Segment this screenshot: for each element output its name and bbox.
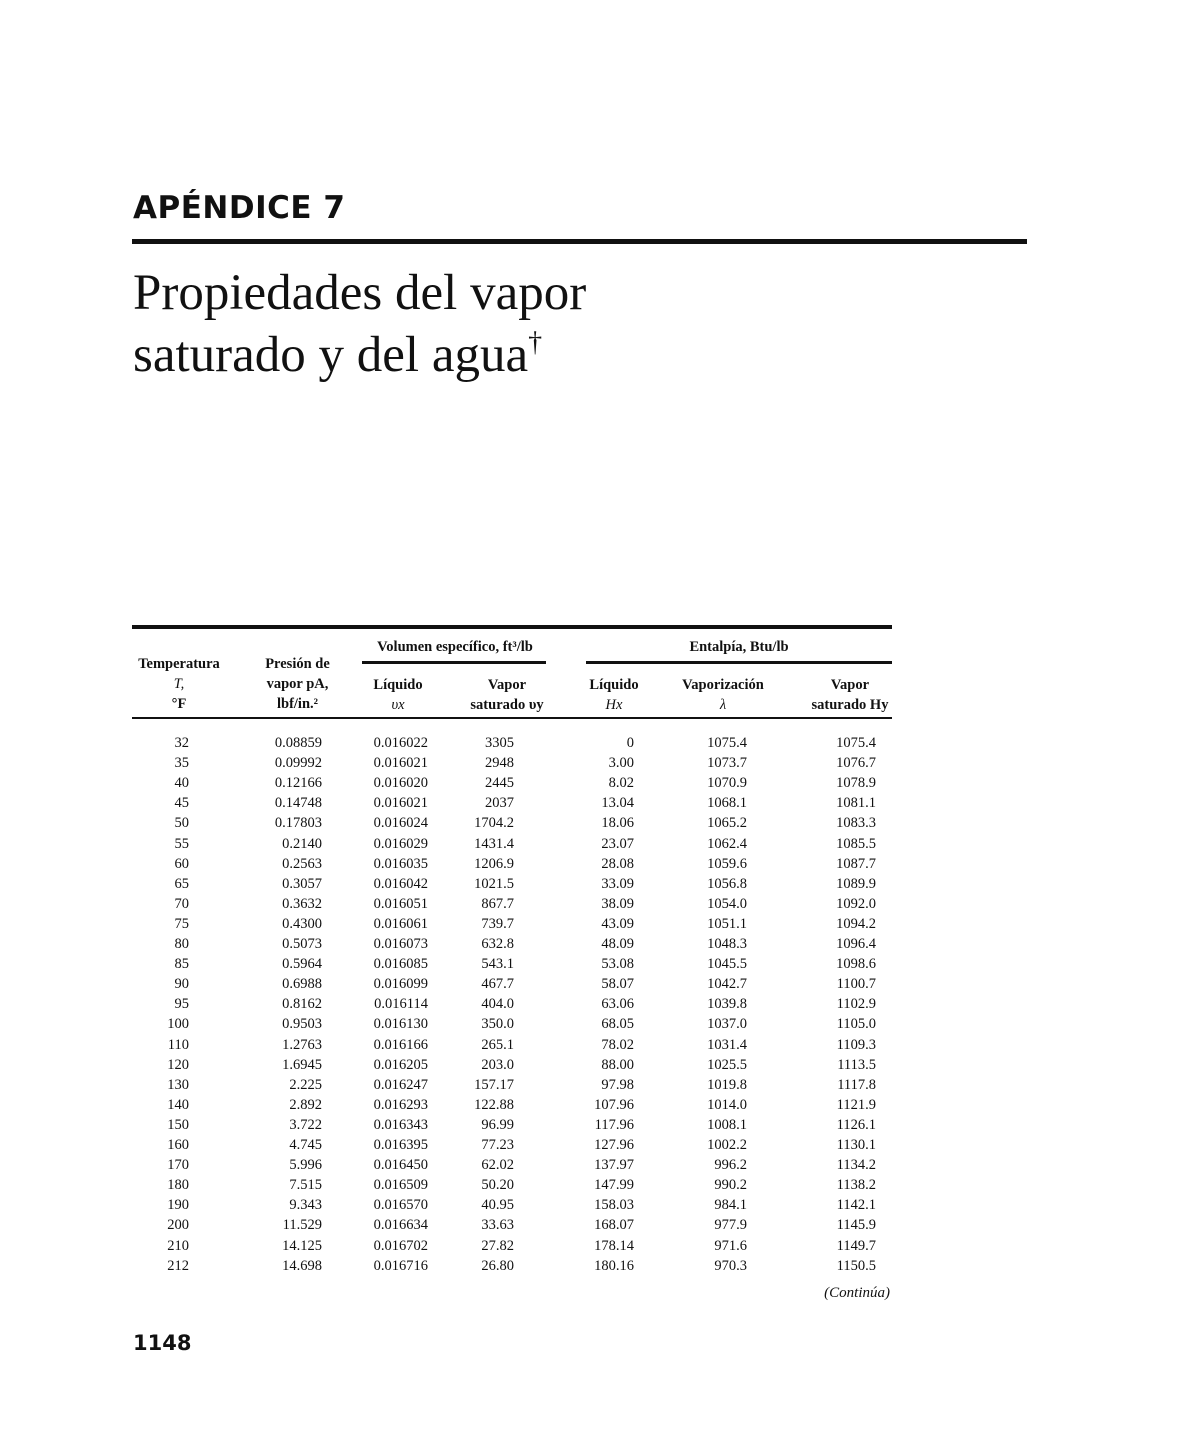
cell-vaporization: 1039.8 xyxy=(707,996,747,1013)
cell-vapor-volume: 2037 xyxy=(485,795,514,812)
cell-vapor-enthalpy: 1126.1 xyxy=(836,1116,876,1133)
cell-liquid-volume: 0.016166 xyxy=(373,1036,428,1053)
cell-vapor-pressure: 0.4300 xyxy=(282,915,322,932)
cell-liquid-volume: 0.016130 xyxy=(373,1016,428,1033)
cell-temperature: 140 xyxy=(167,1096,189,1113)
cell-liquid-enthalpy: 117.96 xyxy=(594,1116,634,1133)
cell-vapor-enthalpy: 1094.2 xyxy=(836,915,876,932)
continued-note: (Continúa) xyxy=(824,1285,890,1301)
cell-vapor-volume: 96.99 xyxy=(481,1116,514,1133)
cell-vapor-enthalpy: 1092.0 xyxy=(836,895,876,912)
cell-vaporization: 1062.4 xyxy=(707,835,747,852)
cell-temperature: 130 xyxy=(167,1076,189,1093)
cell-vapor-enthalpy: 1098.6 xyxy=(836,956,876,973)
cell-liquid-enthalpy: 178.14 xyxy=(594,1237,634,1254)
cell-temperature: 65 xyxy=(174,875,189,892)
page-title xyxy=(133,262,586,386)
cell-vapor-pressure: 2.892 xyxy=(289,1096,322,1113)
cell-vapor-volume: 2445 xyxy=(485,775,514,792)
cell-vapor-volume: 122.88 xyxy=(474,1096,514,1113)
cell-liquid-volume: 0.016395 xyxy=(373,1137,428,1153)
cell-vaporization: 1014.0 xyxy=(707,1096,747,1113)
cell-liquid-enthalpy: 23.07 xyxy=(601,835,634,852)
cell-liquid-enthalpy: 88.00 xyxy=(601,1056,634,1073)
cell-vaporization: 971.6 xyxy=(714,1237,747,1254)
cell-vapor-pressure: 14.698 xyxy=(282,1257,322,1274)
cell-vapor-pressure: 0.5964 xyxy=(282,956,322,973)
cell-vapor-volume: 867.7 xyxy=(481,895,514,912)
col-header-vaporization: Vaporización λ xyxy=(682,677,764,713)
cell-vapor-volume: 27.82 xyxy=(481,1237,514,1254)
cell-liquid-volume: 0.016634 xyxy=(373,1217,428,1234)
group-header-enthalpy: Entalpía, Btu/lb xyxy=(689,639,789,655)
cell-liquid-volume: 0.016022 xyxy=(373,735,428,751)
group-header-specific-volume: Volumen específico, ft³/lb xyxy=(377,639,533,655)
cell-vapor-pressure: 3.722 xyxy=(289,1116,322,1133)
cell-vapor-volume: 350.0 xyxy=(481,1016,514,1033)
cell-temperature: 35 xyxy=(174,755,189,772)
group-rule-enthalpy xyxy=(586,661,892,664)
cell-vapor-enthalpy: 1150.5 xyxy=(836,1257,876,1274)
cell-vapor-volume: 1206.9 xyxy=(474,855,514,872)
cell-vapor-pressure: 0.2140 xyxy=(282,835,322,852)
cell-vaporization: 1054.0 xyxy=(707,895,747,912)
cell-vapor-enthalpy: 1087.7 xyxy=(836,855,876,872)
cell-liquid-enthalpy: 58.07 xyxy=(601,976,634,993)
group-rule-specific-volume xyxy=(362,661,546,664)
cell-temperature: 85 xyxy=(174,956,189,973)
title-line-2: saturado y del agua xyxy=(133,327,529,383)
cell-liquid-enthalpy: 97.98 xyxy=(601,1076,634,1093)
cell-vapor-volume: 2948 xyxy=(485,755,514,772)
cell-liquid-volume: 0.016021 xyxy=(373,795,428,812)
cell-liquid-enthalpy: 18.06 xyxy=(601,815,634,832)
cell-vaporization: 1045.5 xyxy=(707,956,747,973)
cell-temperature: 55 xyxy=(174,835,189,852)
cell-liquid-enthalpy: 33.09 xyxy=(601,875,634,892)
cell-vaporization: 1048.3 xyxy=(707,936,747,952)
cell-temperature: 40 xyxy=(174,775,189,792)
cell-liquid-volume: 0.016085 xyxy=(373,956,428,973)
cell-vapor-enthalpy: 1142.1 xyxy=(836,1197,876,1214)
cell-temperature: 70 xyxy=(174,895,189,912)
cell-vapor-pressure: 0.8162 xyxy=(282,996,322,1013)
cell-temperature: 200 xyxy=(167,1217,189,1234)
cell-vaporization: 1019.8 xyxy=(707,1076,747,1093)
cell-liquid-enthalpy: 43.09 xyxy=(601,915,634,932)
cell-vaporization: 1042.7 xyxy=(707,976,747,993)
cell-vapor-enthalpy: 1130.1 xyxy=(836,1137,876,1153)
cell-vaporization: 1025.5 xyxy=(707,1056,747,1073)
cell-vaporization: 1065.2 xyxy=(707,815,747,832)
cell-liquid-volume: 0.016293 xyxy=(373,1096,428,1113)
cell-vaporization: 990.2 xyxy=(714,1177,747,1194)
cell-liquid-volume: 0.016024 xyxy=(373,815,428,832)
cell-vapor-pressure: 2.225 xyxy=(289,1076,322,1093)
appendix-label: APÉNDICE 7 xyxy=(133,190,346,226)
cell-temperature: 100 xyxy=(167,1016,189,1033)
cell-vapor-pressure: 0.6988 xyxy=(282,976,322,993)
cell-liquid-enthalpy: 8.02 xyxy=(608,775,634,792)
cell-vapor-enthalpy: 1109.3 xyxy=(836,1036,876,1053)
cell-vapor-pressure: 0.5073 xyxy=(282,936,322,952)
cell-vapor-pressure: 0.17803 xyxy=(274,815,322,832)
cell-temperature: 190 xyxy=(167,1197,189,1214)
cell-vapor-enthalpy: 1100.7 xyxy=(836,976,876,993)
cell-temperature: 45 xyxy=(174,795,189,812)
cell-vapor-enthalpy: 1117.8 xyxy=(837,1076,876,1093)
cell-liquid-volume: 0.016051 xyxy=(373,895,428,912)
cell-temperature: 212 xyxy=(167,1257,189,1274)
cell-vapor-volume: 40.95 xyxy=(481,1197,514,1214)
cell-liquid-volume: 0.016570 xyxy=(373,1197,428,1214)
cell-vapor-volume: 404.0 xyxy=(481,996,514,1013)
cell-vapor-enthalpy: 1076.7 xyxy=(836,755,876,772)
cell-temperature: 170 xyxy=(167,1157,189,1174)
cell-vapor-volume: 50.20 xyxy=(481,1177,514,1194)
cell-vapor-volume: 1704.2 xyxy=(474,815,514,832)
cell-vaporization: 1068.1 xyxy=(707,795,747,812)
cell-liquid-volume: 0.016061 xyxy=(373,915,428,932)
cell-vapor-enthalpy: 1105.0 xyxy=(836,1016,876,1033)
cell-liquid-enthalpy: 38.09 xyxy=(601,895,634,912)
cell-vapor-pressure: 0.09992 xyxy=(274,755,322,772)
cell-liquid-volume: 0.016509 xyxy=(373,1177,428,1194)
cell-liquid-volume: 0.016114 xyxy=(374,996,428,1013)
cell-vapor-pressure: 1.6945 xyxy=(282,1056,322,1073)
cell-liquid-enthalpy: 63.06 xyxy=(601,996,634,1013)
cell-liquid-enthalpy: 0 xyxy=(626,735,634,751)
header-bottom-rule xyxy=(132,717,892,719)
cell-vapor-enthalpy: 1083.3 xyxy=(836,815,876,832)
cell-vapor-volume: 265.1 xyxy=(481,1036,514,1053)
cell-liquid-enthalpy: 68.05 xyxy=(601,1016,634,1033)
cell-vapor-pressure: 0.12166 xyxy=(274,775,322,792)
cell-liquid-enthalpy: 168.07 xyxy=(594,1217,634,1234)
cell-vapor-pressure: 14.125 xyxy=(282,1237,322,1254)
cell-liquid-enthalpy: 78.02 xyxy=(601,1036,634,1053)
cell-liquid-volume: 0.016450 xyxy=(373,1157,428,1174)
cell-vaporization: 1059.6 xyxy=(707,855,747,872)
cell-vapor-volume: 203.0 xyxy=(481,1056,514,1073)
cell-liquid-volume: 0.016042 xyxy=(373,875,428,892)
page-number: 1148 xyxy=(133,1331,192,1355)
cell-vapor-pressure: 0.2563 xyxy=(282,855,322,872)
cell-liquid-enthalpy: 180.16 xyxy=(594,1257,634,1274)
cell-liquid-volume: 0.016702 xyxy=(373,1237,428,1254)
cell-temperature: 75 xyxy=(174,915,189,932)
cell-liquid-enthalpy: 147.99 xyxy=(594,1177,634,1194)
col-header-liquid-enthalpy: Líquido Hx xyxy=(589,677,639,713)
cell-vapor-pressure: 1.2763 xyxy=(282,1036,322,1053)
cell-vapor-volume: 543.1 xyxy=(481,956,514,973)
cell-liquid-volume: 0.016035 xyxy=(373,855,428,872)
heavy-rule xyxy=(132,239,1027,244)
cell-vapor-volume: 3305 xyxy=(485,735,514,751)
col-header-liquid-volume: Líquido υx xyxy=(373,677,423,713)
cell-vapor-pressure: 9.343 xyxy=(289,1197,322,1214)
cell-vaporization: 1002.2 xyxy=(707,1137,747,1153)
cell-vapor-enthalpy: 1078.9 xyxy=(836,775,876,792)
cell-vapor-pressure: 0.14748 xyxy=(274,795,322,812)
cell-temperature: 110 xyxy=(167,1036,189,1053)
cell-vapor-volume: 62.02 xyxy=(481,1157,514,1174)
cell-vapor-enthalpy: 1081.1 xyxy=(836,795,876,812)
cell-vapor-volume: 26.80 xyxy=(481,1257,514,1274)
cell-temperature: 60 xyxy=(174,855,189,872)
cell-vapor-pressure: 4.745 xyxy=(289,1137,322,1153)
col-header-vapor-enthalpy: Vapor saturado Hy xyxy=(811,677,889,713)
cell-liquid-volume: 0.016716 xyxy=(373,1257,428,1274)
cell-temperature: 95 xyxy=(174,996,189,1013)
cell-liquid-enthalpy: 137.97 xyxy=(594,1157,634,1174)
cell-liquid-volume: 0.016247 xyxy=(373,1076,428,1093)
cell-vapor-enthalpy: 1089.9 xyxy=(836,875,876,892)
cell-liquid-enthalpy: 107.96 xyxy=(594,1096,634,1113)
cell-vapor-enthalpy: 1134.2 xyxy=(836,1157,876,1174)
cell-vapor-pressure: 0.9503 xyxy=(282,1016,322,1033)
cell-temperature: 210 xyxy=(167,1237,189,1254)
cell-vapor-pressure: 0.3057 xyxy=(282,875,322,892)
title-line-1: Propiedades del vapor xyxy=(133,265,587,321)
cell-liquid-enthalpy: 127.96 xyxy=(594,1137,634,1153)
cell-temperature: 90 xyxy=(174,976,189,993)
cell-vaporization: 1008.1 xyxy=(707,1116,747,1133)
cell-vapor-volume: 467.7 xyxy=(481,976,514,993)
cell-vapor-enthalpy: 1121.9 xyxy=(836,1096,876,1113)
cell-vapor-enthalpy: 1102.9 xyxy=(836,996,876,1013)
cell-temperature: 180 xyxy=(167,1177,189,1194)
cell-vapor-volume: 77.23 xyxy=(481,1137,514,1153)
cell-vaporization: 1031.4 xyxy=(707,1036,747,1053)
cell-vapor-enthalpy: 1113.5 xyxy=(837,1056,876,1073)
cell-liquid-volume: 0.016020 xyxy=(373,775,428,792)
col-header-vapor-volume: Vapor saturado υy xyxy=(470,677,544,713)
cell-vapor-volume: 632.8 xyxy=(481,936,514,952)
cell-liquid-enthalpy: 13.04 xyxy=(601,795,634,812)
cell-liquid-volume: 0.016073 xyxy=(373,936,428,952)
col-header-temperature: Temperatura T, °F xyxy=(138,656,220,712)
cell-temperature: 120 xyxy=(167,1056,189,1073)
cell-vaporization: 1075.4 xyxy=(707,735,747,751)
cell-liquid-enthalpy: 48.09 xyxy=(601,936,634,952)
cell-vaporization: 1073.7 xyxy=(707,755,747,772)
cell-vaporization: 970.3 xyxy=(714,1257,747,1274)
cell-vapor-pressure: 0.08859 xyxy=(274,735,322,751)
cell-vaporization: 1056.8 xyxy=(707,875,747,892)
cell-vaporization: 1051.1 xyxy=(707,915,747,932)
cell-vaporization: 977.9 xyxy=(714,1217,747,1234)
cell-temperature: 150 xyxy=(167,1116,189,1133)
cell-liquid-enthalpy: 158.03 xyxy=(594,1197,634,1214)
cell-vapor-enthalpy: 1149.7 xyxy=(836,1237,876,1254)
table-top-rule xyxy=(132,625,892,629)
cell-liquid-volume: 0.016029 xyxy=(373,835,428,852)
dagger-footnote-mark: † xyxy=(528,327,543,358)
col-header-vapor-pressure: Presión de vapor pA, lbf/in.² xyxy=(265,656,330,712)
cell-vaporization: 1070.9 xyxy=(707,775,747,792)
cell-liquid-volume: 0.016343 xyxy=(373,1116,428,1133)
cell-vapor-pressure: 5.996 xyxy=(289,1157,322,1174)
cell-liquid-enthalpy: 53.08 xyxy=(601,956,634,973)
cell-vapor-pressure: 7.515 xyxy=(289,1177,322,1194)
cell-liquid-enthalpy: 3.00 xyxy=(608,755,634,772)
cell-liquid-volume: 0.016099 xyxy=(373,976,428,993)
cell-liquid-enthalpy: 28.08 xyxy=(601,855,634,872)
cell-vapor-enthalpy: 1145.9 xyxy=(836,1217,876,1234)
cell-temperature: 160 xyxy=(167,1137,189,1153)
cell-vapor-volume: 33.63 xyxy=(481,1217,514,1234)
cell-vapor-pressure: 0.3632 xyxy=(282,895,322,912)
cell-vapor-pressure: 11.529 xyxy=(282,1217,322,1234)
cell-temperature: 80 xyxy=(174,936,189,952)
cell-vaporization: 984.1 xyxy=(714,1197,747,1214)
cell-vaporization: 1037.0 xyxy=(707,1016,747,1033)
cell-vaporization: 996.2 xyxy=(714,1157,747,1174)
cell-temperature: 50 xyxy=(174,815,189,832)
cell-liquid-volume: 0.016205 xyxy=(373,1056,428,1073)
cell-vapor-volume: 1021.5 xyxy=(474,875,514,892)
cell-vapor-enthalpy: 1096.4 xyxy=(836,936,876,952)
cell-temperature: 32 xyxy=(174,735,189,751)
cell-liquid-volume: 0.016021 xyxy=(373,755,428,772)
cell-vapor-enthalpy: 1085.5 xyxy=(836,835,876,852)
cell-vapor-volume: 157.17 xyxy=(474,1076,514,1093)
cell-vapor-enthalpy: 1138.2 xyxy=(836,1177,876,1194)
cell-vapor-enthalpy: 1075.4 xyxy=(836,735,876,751)
cell-vapor-volume: 1431.4 xyxy=(474,835,514,852)
cell-vapor-volume: 739.7 xyxy=(481,915,514,932)
